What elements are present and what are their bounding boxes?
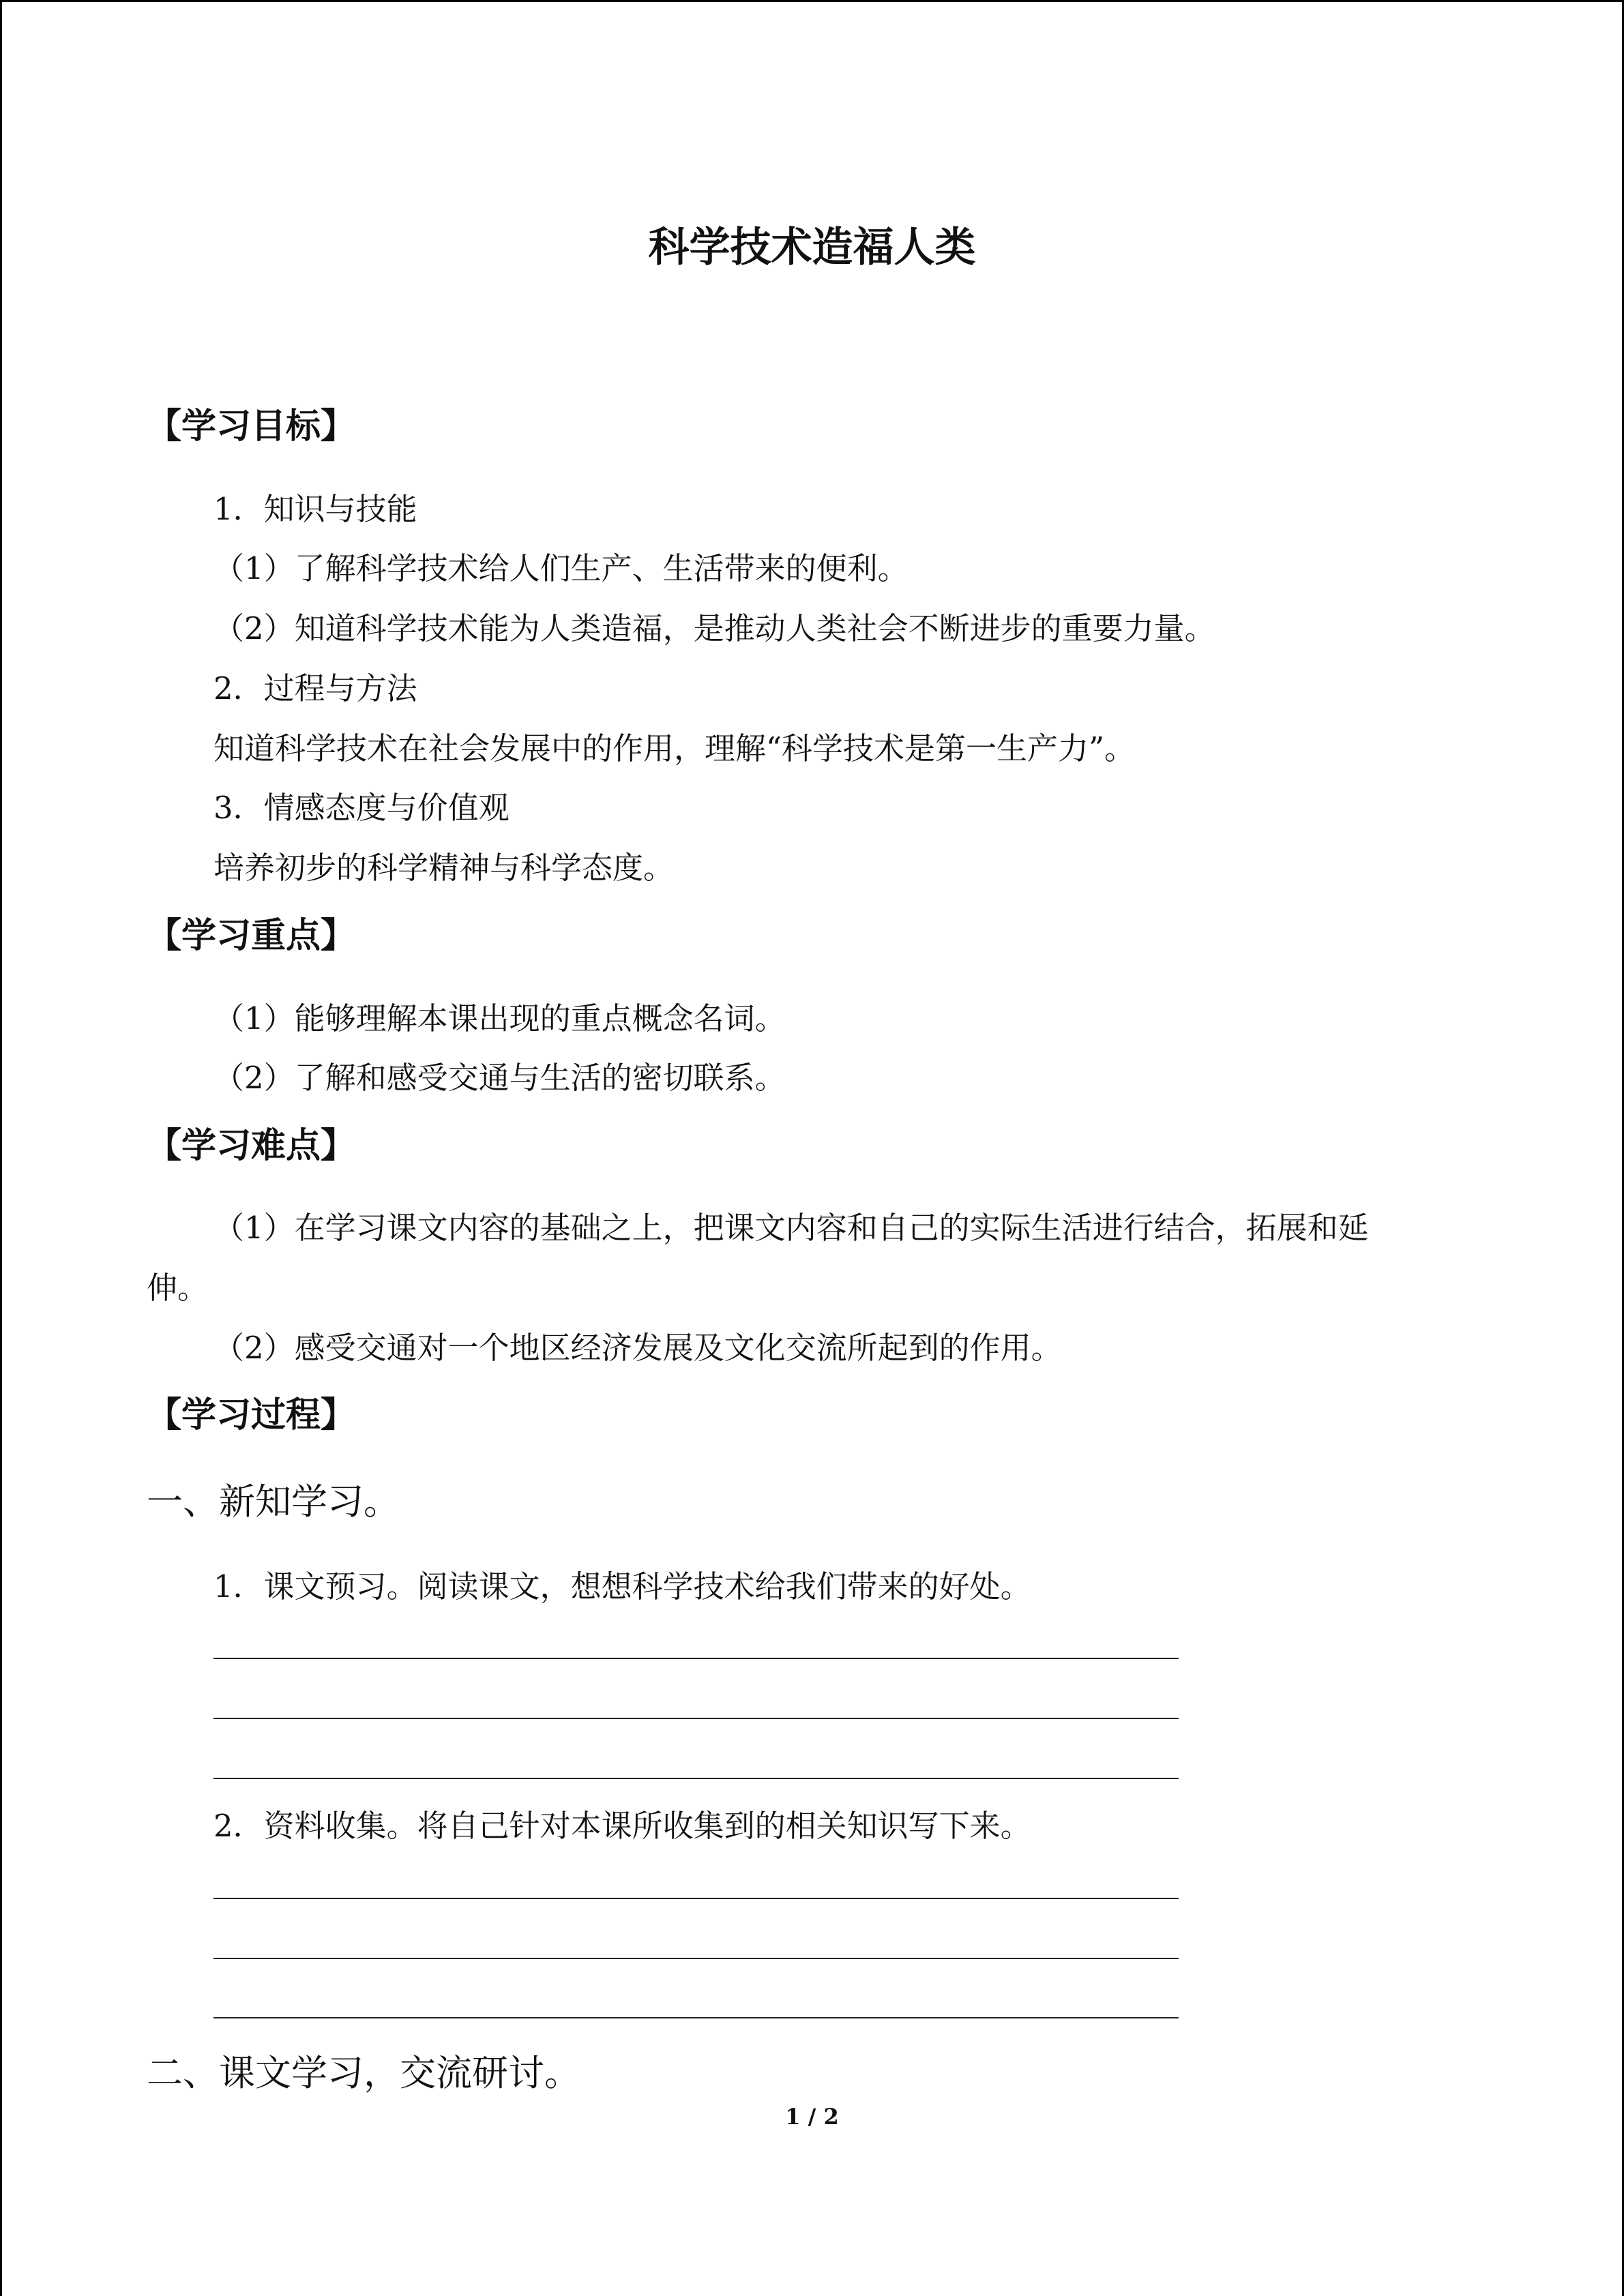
objective-process: 2．过程与方法 xyxy=(213,670,417,706)
keypoint-2: （2）了解和感受交通与生活的密切联系。 xyxy=(213,1060,786,1096)
answer-line[interactable] xyxy=(213,1958,1179,1959)
objective-attitude-1: 培养初步的科学精神与科学态度。 xyxy=(213,850,675,886)
page-border-left xyxy=(0,0,2,2296)
objective-attitude: 3．情感态度与价值观 xyxy=(213,790,510,826)
objectives-heading: 【学习目标】 xyxy=(147,406,356,447)
part-two-heading: 二、课文学习，交流研讨。 xyxy=(147,2053,580,2094)
difficulty-2: （2）感受交通对一个地区经济发展及文化交流所起到的作用。 xyxy=(213,1330,1062,1366)
objective-knowledge: 1．知识与技能 xyxy=(213,491,417,527)
objective-knowledge-2: （2）知道科学技术能为人类造福，是推动人类社会不断进步的重要力量。 xyxy=(213,610,1215,646)
process-heading: 【学习过程】 xyxy=(147,1395,356,1435)
answer-line[interactable] xyxy=(213,1718,1179,1719)
page-border-top xyxy=(0,0,1624,2)
document-title: 科学技术造福人类 xyxy=(648,224,976,271)
keypoints-heading: 【学习重点】 xyxy=(147,916,356,956)
answer-line[interactable] xyxy=(213,1898,1179,1899)
question-2: 2．资料收集。将自己针对本课所收集到的相关知识写下来。 xyxy=(213,1808,1031,1844)
difficulties-heading: 【学习难点】 xyxy=(147,1126,356,1166)
answer-line[interactable] xyxy=(213,1778,1179,1779)
part-one-heading: 一、新知学习。 xyxy=(147,1481,400,1523)
objective-process-1: 知道科学技术在社会发展中的作用，理解“科学技术是第一生产力”。 xyxy=(213,730,1136,766)
difficulty-1-line1: （1）在学习课文内容的基础之上，把课文内容和自己的实际生活进行结合，拓展和延 xyxy=(213,1210,1369,1246)
difficulty-1-line2: 伸。 xyxy=(147,1270,209,1306)
question-1: 1．课文预习。阅读课文，想想科学技术给我们带来的好处。 xyxy=(213,1568,1031,1605)
answer-line[interactable] xyxy=(213,1658,1179,1659)
objective-knowledge-1: （1）了解科学技术给人们生产、生活带来的便利。 xyxy=(213,550,909,586)
answer-line[interactable] xyxy=(213,2017,1179,2018)
page-number: 1 / 2 xyxy=(785,2104,839,2130)
keypoint-1: （1）能够理解本课出现的重点概念名词。 xyxy=(213,1000,786,1037)
